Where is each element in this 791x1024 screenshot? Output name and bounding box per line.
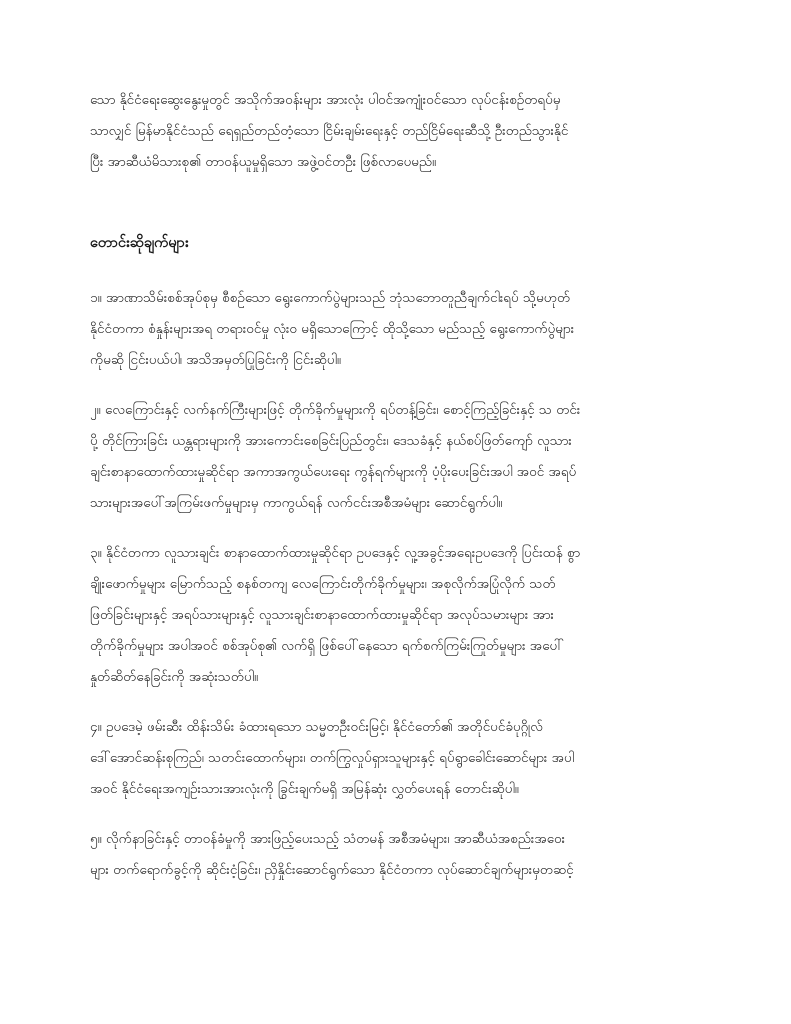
demand-line: ၁။ အာဏာသိမ်းစစ်အုပ်စုမှ စီစဉ်သော ရွေးကောက်ပွဲများသည် ဘုံသဘောတူညီချက်ငါးရပ် သို့မဟုတ် [90, 290, 571, 306]
demand-line: ချိုးဖောက်မှုများ မြောက်သည့် စနစ်တကျ လေကြောင်းတိုက်ခိုက်မှုများ၊ အစုလိုက်အပြုံလိုက် သတ် [90, 576, 556, 592]
demand-line: ၃။ နိုင်ငံတကာ လူသားချင်း စာနာထောက်ထားမှုဆိုင်ရာ ဥပဒေနှင့် လူ့အခွင့်အရေးဥပဒေကို ပြင်းထန် စွာ [90, 545, 581, 561]
demand-line: ၅။ လိုက်နာခြင်းနှင့် တာဝန်ခံမှုကို အားဖြည့်ပေးသည့် သံတမန် အစီအမံများ၊ အာဆီယံအစည်းအဝေး [90, 831, 566, 847]
demand-line: ၂။ လေကြောင်းနှင့် လက်နက်ကြီးများဖြင့် တိုက်ခိုက်မှုများကို ရပ်တန့်ခြင်း၊ စောင့်ကြည့်ခြင်းနှင့် သ တင်း [90, 402, 581, 418]
demand-line: ဒေါ်အောင်ဆန်းစုကြည်၊ သတင်းထောက်များ၊ တက်ကြွလှုပ်ရှားသူများနှင့် ရပ်ရွာခေါင်းဆောင်များ အပါ [90, 750, 575, 766]
demand-line: သားများအပေါ်အကြမ်းဖက်မှုများမှ ကာကွယ်ရန် လက်ငင်းအစီအမံများ ဆောင်ရွက်ပါ။ [90, 495, 503, 511]
intro-line: သာလျှင် မြန်မာနိုင်ငံသည် ရေရှည်တည်တံ့သော ငြိမ်းချမ်းရေးနှင့် တည်ငြိမ်ရေးဆီသို့ ဦးတည်သွားနိုင် [90, 123, 569, 139]
intro-line: သော နိုင်ငံရေးဆွေးနွေးမှုတွင် အသိုက်အဝန်းများ အားလုံး ပါဝင်အကျုံးဝင်သော လုပ်ငန်းစဉ်တရပ်မှ [90, 92, 561, 108]
demand-paragraph-1 [90, 283, 712, 376]
intro-paragraph [90, 85, 712, 178]
demand-line: ၄။ ဥပဒေမဲ့ ဖမ်းဆီး ထိန်းသိမ်း ခံထားရသော သမ္မတဦးဝင်းမြင့်၊ နိုင်ငံတော်၏ အတိုင်ပင်ခံပုဂ္ဂိုလ် [90, 719, 543, 735]
demand-line: ပို့ တိုင်ကြားခြင်း ယန္တရားများကို အားကောင်းစေခြင်းပြည်တွင်း၊ ဒေသခံနှင့် နယ်စပ်ဖြတ်ကျော် လူသား [90, 433, 572, 449]
demand-line: အဝင် နိုင်ငံရေးအကျဉ်းသားအားလုံးကို ခြွင်းချက်မရှိ အမြန်ဆုံး လွှတ်ပေးရန် တောင်းဆိုပါ။ [90, 781, 519, 797]
demand-paragraph-3 [90, 538, 712, 693]
demand-line: ချင်းစာနာထောက်ထားမှုဆိုင်ရာ အကာအကွယ်ပေးရေး ကွန်ရက်များကို ပံ့ပိုးပေးခြင်းအပါ အဝင် အရပ် [90, 464, 577, 480]
demand-paragraph-2 [90, 395, 712, 519]
demand-line: တိုက်ခိုက်မှုများ အပါအဝင် စစ်အုပ်စု၏ လက်ရှိ ဖြစ်ပေါ်နေသော ရက်စက်ကြမ်းကြုတ်မှုများ အပေါ် [90, 638, 564, 654]
demand-line: ကိုမဆို ငြင်းပယ်ပါ၊ အသိအမှတ်ပြုခြင်းကို ငြင်းဆိုပါ။ [90, 352, 341, 368]
intro-line: ပြီး အာဆီယံမိသားစု၏ တာဝန်ယူမှုရှိသော အဖွဲ့ဝင်တဦး ဖြစ်လာပေမည်။ [90, 154, 437, 170]
section-heading: တောင်းဆိုချက်များ [90, 235, 189, 251]
demand-line: များ တက်ရောက်ခွင့်ကို ဆိုင်းငံ့ခြင်း၊ ညှိနှိုင်းဆောင်ရွက်သော နိုင်ငံတကာ လုပ်ဆောင်ချက်များမှတဆင့် [90, 862, 574, 878]
demand-line: ဖြတ်ခြင်းများနှင့် အရပ်သားများနှင့် လူသားချင်းစာနာထောက်ထားမှုဆိုင်ရာ အလုပ်သမားများ အား [90, 607, 554, 623]
demand-line: နိုင်ငံတကာ စံနှုန်းများအရ တရားဝင်မှု လုံးဝ မရှိသောကြောင့် ထိုသို့သော မည်သည့် ရွေးကောက်ပွဲများ [90, 321, 575, 337]
demand-paragraph-5 [90, 824, 712, 886]
demand-paragraph-4 [90, 712, 712, 805]
demand-line: နှုတ်ဆိတ်နေခြင်းကို အဆုံးသတ်ပါ။ [90, 669, 259, 685]
